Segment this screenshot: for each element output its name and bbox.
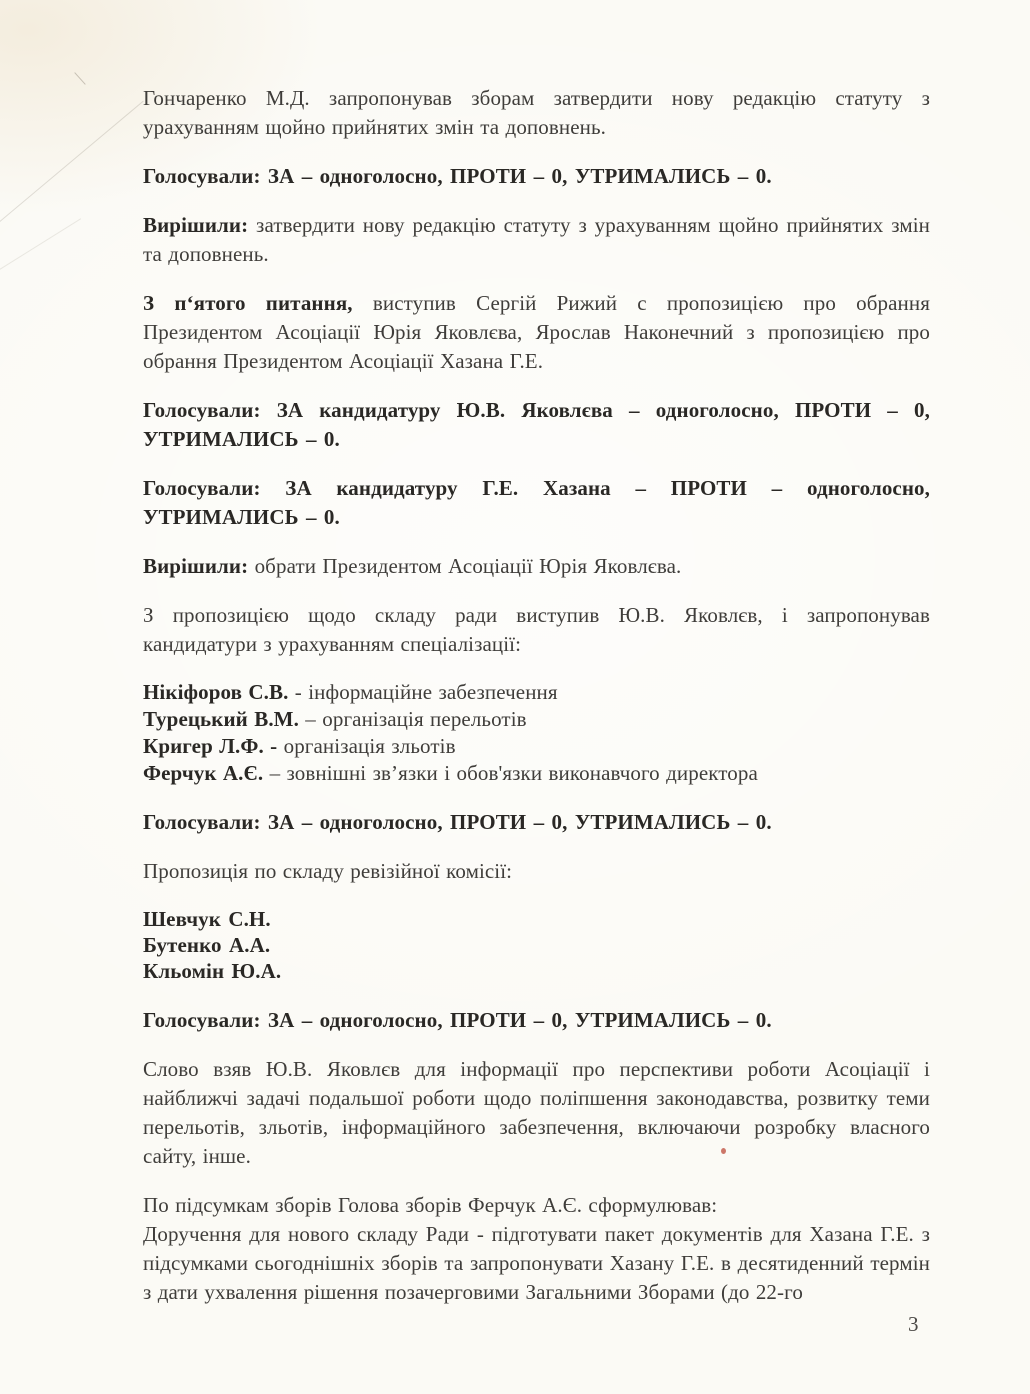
- decision-statute: [143, 211, 930, 269]
- candidate-role: - інформаційне забезпечення: [288, 680, 558, 704]
- candidate-name: Нікіфоров С.В.: [143, 680, 289, 704]
- member-row: Бутенко А.А.: [143, 933, 271, 957]
- candidate-role: організація зльотів: [277, 734, 456, 758]
- candidate-name: Турецький В.М.: [143, 707, 299, 731]
- candidate-row: [143, 760, 930, 787]
- paragraph-revision-commission: [143, 857, 930, 886]
- decision-label: Вирішили:: [143, 213, 249, 237]
- candidate-name: Кригер Л.Ф. -: [143, 734, 278, 758]
- document-body: [143, 84, 930, 1327]
- closing-instruction-text: Доручення для нового складу Ради - підготувати пакет документів для Хазана Г.Е. з підсумками сьогоднішніх зборів та запропонувати Хазану Г.Е. в десятиденний термін з дати ухвалення рішення позачерговими Загальними Зборами (до 22-го: [143, 1222, 930, 1304]
- closing-summary-line: По підсумкам зборів Голова зборів Ферчук А.Є. сформулював:: [143, 1193, 718, 1217]
- fifth-question-text: виступив Сергій Рижий с пропозицією про обрання Президентом Асоціації Юрія Яковлєва, Ярослав Наконечний з пропозицією про обрання Президентом Асоціації Хазана Г.Е.: [143, 291, 930, 373]
- council-proposal-text: З пропозицією щодо складу ради виступив Ю.В. Яковлєв, і запропонував кандидатури з урахуванням спеціалізації:: [143, 603, 930, 656]
- vote-result-khazan: Голосували: ЗА кандидатуру Г.Е. Хазана – ПРОТИ – одноголосно, УТРИМАЛИСЬ – 0.: [143, 476, 930, 529]
- vote-result-yakovlev: Голосували: ЗА кандидатуру Ю.В. Яковлєва – одноголосно, ПРОТИ – 0, УТРИМАЛИСЬ – 0.: [143, 398, 930, 451]
- revision-commission-text: Пропозиція по складу ревізійної комісії:: [143, 859, 513, 883]
- candidate-role: – зовнішні зв’язки і обов'язки виконавчого директора: [263, 761, 758, 785]
- member-row: Кльомін Ю.А.: [143, 959, 282, 983]
- candidate-list: [143, 679, 930, 787]
- fold-crease-line-2: [0, 218, 81, 282]
- vote-result-council: Голосували: ЗА – одноголосно, ПРОТИ – 0, УТРИМАЛИСЬ – 0.: [143, 810, 772, 834]
- president-speech-text: Слово взяв Ю.В. Яковлєв для інформації про перспективи роботи Асоціації і найближчі задачі подальшої роботи щодо поліпшення законодавства, розвитку теми перельотів, зльотів, інформаційного забезпечення, включаючи розробку власного сайту, інше.: [143, 1057, 930, 1168]
- candidate-row: [143, 706, 930, 733]
- vote-result-statute: Голосували: ЗА – одноголосно, ПРОТИ – 0, УТРИМАЛИСЬ – 0.: [143, 164, 772, 188]
- red-ink-speck: [721, 1148, 726, 1154]
- page-number: 3: [908, 1312, 919, 1336]
- candidate-name: Ферчук А.Є.: [143, 761, 264, 785]
- candidate-row: [143, 733, 930, 760]
- decision-label: Вирішили:: [143, 554, 249, 578]
- paragraph-president-speech: [143, 1055, 930, 1171]
- paragraph-closing: [143, 1191, 930, 1307]
- fifth-question-label: З п‘ятого питання,: [143, 291, 353, 315]
- member-row: Шевчук С.Н.: [143, 907, 271, 931]
- revision-member-list: [143, 906, 930, 984]
- vote-result-revision: Голосували: ЗА – одноголосно, ПРОТИ – 0, УТРИМАЛИСЬ – 0.: [143, 1008, 772, 1032]
- decision-text: обрати Президентом Асоціації Юрія Яковлєва.: [248, 554, 682, 578]
- fold-crease-mark: [74, 72, 85, 85]
- statute-proposal-text: Гончаренко М.Д. запропонував зборам затвердити нову редакцію статуту з урахуванням щойно прийнятих змін та доповнень.: [143, 86, 930, 139]
- candidate-row: [143, 679, 930, 706]
- candidate-role: – організація перельотів: [298, 707, 527, 731]
- paragraph-statute-proposal: [143, 84, 930, 142]
- decision-president: [143, 552, 930, 581]
- fold-crease-line: [0, 101, 144, 237]
- decision-text: затвердити нову редакцію статуту з урахуванням щойно прийнятих змін та доповнень.: [143, 213, 930, 266]
- paragraph-fifth-question: [143, 289, 930, 376]
- paragraph-council-proposal: [143, 601, 930, 659]
